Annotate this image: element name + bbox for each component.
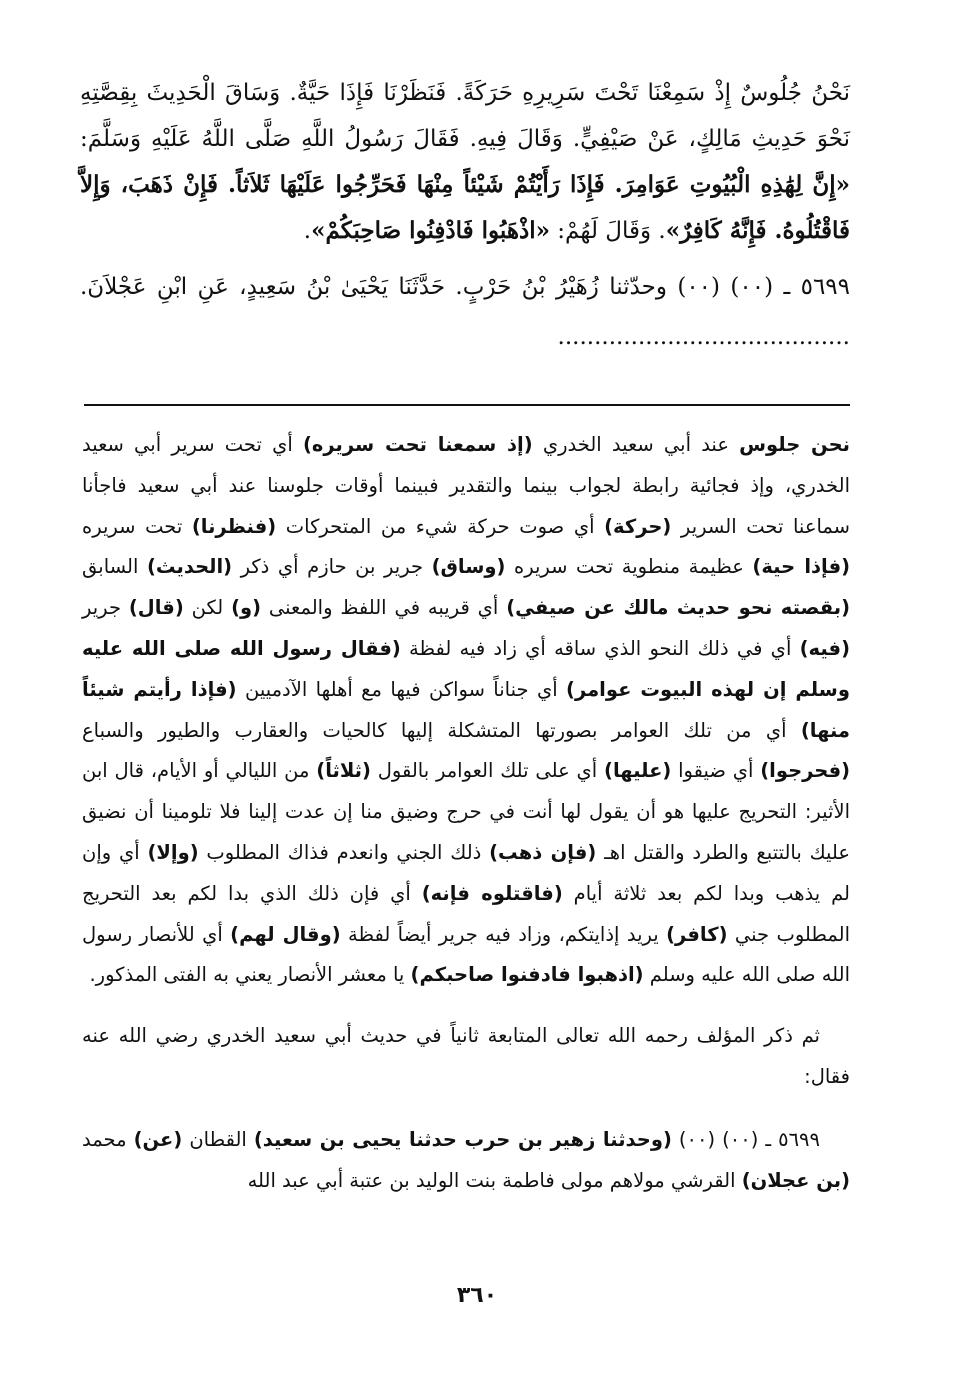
commentary-run: أي ضيقوا <box>671 759 761 783</box>
bold-phrase: (إذ سمعنا تحت سريره) <box>303 433 533 456</box>
commentary-run: أي جناناً سواكن فيها مع أهلها الآدميين <box>236 677 567 701</box>
bold-phrase: (و) <box>231 596 262 620</box>
hadith-text-part3: . <box>303 218 312 244</box>
commentary-run: عند أبي سعيد الخدري <box>532 433 740 456</box>
bold-phrase: (بقصته نحو حديث مالك عن صيفي) <box>506 596 851 620</box>
bold-phrase: (وقال لهم) <box>230 922 341 946</box>
commentary-run: محمد <box>82 1127 134 1151</box>
hadith-main-paragraph <box>80 70 850 254</box>
bold-phrase: (ثلاثاً) <box>316 759 371 783</box>
bold-phrase: (كافر) <box>666 922 728 946</box>
bold-phrase: (اذهبوا فادفنوا صاحبكم) <box>410 963 644 987</box>
commentary-run: من الليالي أو الأيام، قال ابن الأثير: التحريج عليها هو أن يقول لها أنت في حرج وضيق منا إن عدت إلينا فلا تلومينا أن نضيق عليك بالتتبع والطرد والقتل اهـ <box>82 759 850 864</box>
commentary-run: أي فإن ذلك الذي بدا لكم بعد التحريج المطلوب جني <box>82 881 851 946</box>
bold-phrase: (فيه) <box>799 636 850 660</box>
bold-phrase: (قال) <box>128 596 184 620</box>
page-number: ٣٦٠ <box>456 1283 498 1308</box>
bold-phrase: (وساق) <box>431 555 506 579</box>
bold-phrase: (فإذا رأيتم شيئاً منها) <box>82 677 850 742</box>
commentary-run: تحت سريره <box>82 514 192 538</box>
commentary-run: أي في ذلك النحو الذي ساقه أي زاد فيه لفظة <box>400 636 800 660</box>
bold-phrase: نحن جلوس <box>739 433 850 456</box>
bold-phrase: (حركة) <box>604 514 672 538</box>
bold-phrase: (وإلا) <box>147 840 199 864</box>
bold-phrase: (فقال رسول الله صلى الله عليه وسلم إن لهذه البيوت عوامر) <box>82 636 850 701</box>
bold-phrase: (فإذا حية) <box>752 555 851 579</box>
footnote-divider <box>84 404 850 406</box>
commentary-run: لكن <box>183 596 232 620</box>
bold-phrase: (الحديث) <box>146 555 233 579</box>
bold-phrase: (فإن ذهب) <box>489 840 597 864</box>
commentary-run: أي للأنصار رسول الله صلى الله عليه وسلم <box>82 922 850 987</box>
commentary-run: ذلك الجني وانعدم فذاك المطلوب <box>198 840 490 864</box>
commentary-run: أي وإن لم يذهب وبدا لكم بعد ثلاثة أيام <box>82 840 850 905</box>
commentary-run: القطان <box>182 1127 254 1151</box>
commentary-run: أي من تلك العوامر بصورتها المتشكلة إليها كالحيات والعقارب والطيور والسباع <box>82 718 801 742</box>
bold-phrase: (فنظرنا) <box>191 514 277 538</box>
commentary-run: أي صوت حركة شيء من المتحركات <box>276 514 605 538</box>
hadith-quote-2: «اذْهَبُوا فَادْفِنُوا صَاحِبَكُمْ» <box>311 217 550 244</box>
bold-phrase: (عليها) <box>604 759 672 783</box>
commentary-run: يريد إذايتكم، وزاد فيه جرير أيضاً لفظة <box>340 922 667 946</box>
commentary-paragraph-1 <box>82 425 850 996</box>
hadith-5699-text: ٥٦٩٩ ـ (٠٠) (٠٠) وحدّثنا زُهَيْرُ بْنُ حَرْبٍ. حَدَّثَنَا يَحْيَىٰ بْنُ سَعِيدٍ، عَنِ ابْنِ عَجْلاَنَ. <box>80 274 851 300</box>
bold-phrase: (وحدثنا زهير بن حرب حدثنا يحيى بن سعيد) <box>253 1127 672 1151</box>
commentary-run: يا معشر الأنصار يعني به الفتى المذكور. <box>89 963 411 987</box>
commentary-run: ٥٦٩٩ ـ (٠٠) (٠٠) <box>671 1127 821 1151</box>
commentary-run: أي على تلك العوامر بالقول <box>370 759 605 783</box>
bold-phrase: (بن عجلان) <box>741 1168 850 1192</box>
commentary-run: عظيمة منطوية تحت سريره <box>505 555 753 579</box>
commentary-run: جرير <box>82 596 129 620</box>
commentary-run: أي تحت سرير أبي سعيد الخدري، وإذ فجائية رابطة لجواب بينما والتقدير فبينما أوقات جلوسنا عند أبي سعيد فاجأنا سماعنا تحت السرير <box>82 433 851 538</box>
commentary-block <box>82 425 850 1201</box>
bold-phrase: (فاقتلوه فإنه) <box>421 881 563 905</box>
commentary-run: أي قريبه في اللفظ والمعنى <box>261 596 507 620</box>
commentary-paragraph-3 <box>82 1120 850 1202</box>
commentary-run: السابق <box>82 555 147 579</box>
commentary-run: جرير بن حازم أي ذكر <box>232 555 432 579</box>
hadith-5699-paragraph <box>80 262 850 362</box>
hadith-quote-1: «إِنَّ لِهَٰذِهِ الْبُيُوتِ عَوَامِرَ. فَإِذَا رَأَيْتُمْ شَيْئاً مِنْهَا فَحَرِّجُوا عَلَيْهَا ثَلاَثاً. فَإِنْ ذَهَبَ، وَإِلاَّ فَاقْتُلُوهُ. فَإِنَّهُ كَافِرٌ» <box>80 171 850 244</box>
bold-phrase: (عن) <box>133 1127 183 1151</box>
bold-phrase: (فحرجوا) <box>760 759 851 783</box>
hadith-text-block <box>80 70 850 362</box>
commentary-paragraph-2: ثم ذكر المؤلف رحمه الله تعالى المتابعة ثانياً في حديث أبي سعيد الخدري رضي الله عنه فقال: <box>82 1024 850 1088</box>
hadith-text-part1: نَحْنُ جُلُوسٌ إِذْ سَمِعْنَا تَحْتَ سَرِيرِهِ حَرَكَةً. فَنَظَرْنَا فَإِذَا حَيَّةٌ. وَسَاقَ الْحَدِيثَ بِقِصَّتِهِ نَحْوَ حَدِيثِ مَالِكٍ، عَنْ صَيْفِيٍّ. وَقَالَ فِيهِ. فَقَالَ رَسُولُ اللَّهِ صَلَّى اللَّهُ عَلَيْهِ وَسَلَّمَ: <box>80 80 850 152</box>
commentary-run: القرشي مولاهم مولى فاطمة بنت الوليد بن عتبة أبي عبد الله <box>247 1168 742 1192</box>
hadith-text-part2: . وَقَالَ لَهُمْ: <box>550 218 666 244</box>
ellipsis-dots: ........................................ <box>557 324 850 350</box>
